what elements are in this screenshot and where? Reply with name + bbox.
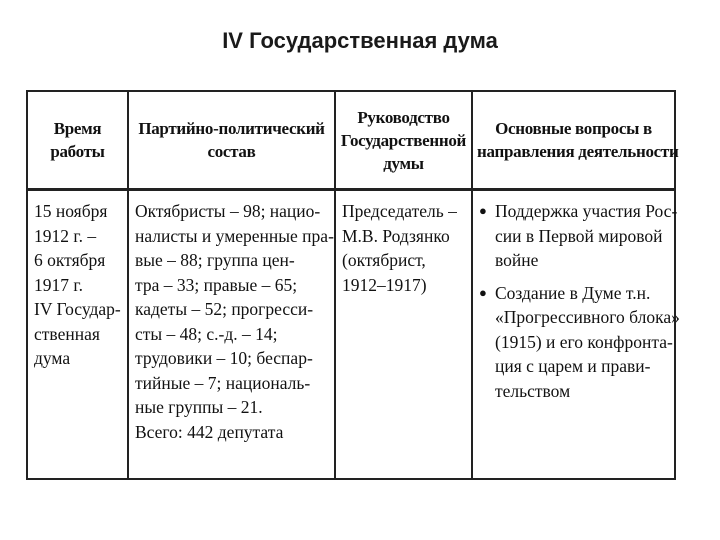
header-row: [28, 92, 674, 190]
bullet-dot-icon: ●: [479, 203, 487, 218]
slide-title: IV Государственная дума: [222, 28, 498, 53]
bullet-dot-icon: ●: [479, 284, 487, 300]
header-leadership: Руководство Государственной думы: [335, 92, 472, 190]
header-main-issues: Основные вопросы в направления деятельности: [472, 92, 674, 190]
cell-party-composition: Октябристы – 98; нацио- налисты и умеренные пра- вые – 88; группа цен- тра – 33; правые – 65; кадеты – 52; прогресси- сты – 48; с.-д. – 14; трудовики – 10; беспар- тийные – 7; националь- ные группы – 21. Всего: 442 депутата: [128, 190, 335, 479]
cell-leadership: Председатель – М.В. Родзянко (октябрист, 1912–1917): [335, 190, 472, 479]
list-item: ● Создание в Думе т.н. «Прогрессивного блока» (1915) и его конфронта- ция с царем и прави- тельством: [479, 281, 670, 404]
cell-main-issues: [472, 190, 680, 479]
header-work-time: Время работы: [28, 92, 128, 190]
table-row: [28, 190, 674, 479]
cell-work-time: 15 ноября 1912 г. – 6 октября 1917 г. IV Государ- ственная дума: [34, 201, 121, 368]
list-item: ● Поддержка участия Рос- сии в Первой мировой войне: [479, 199, 670, 273]
header-party-composition: Партийно-политический состав: [128, 92, 335, 190]
duma-table: [26, 90, 680, 480]
